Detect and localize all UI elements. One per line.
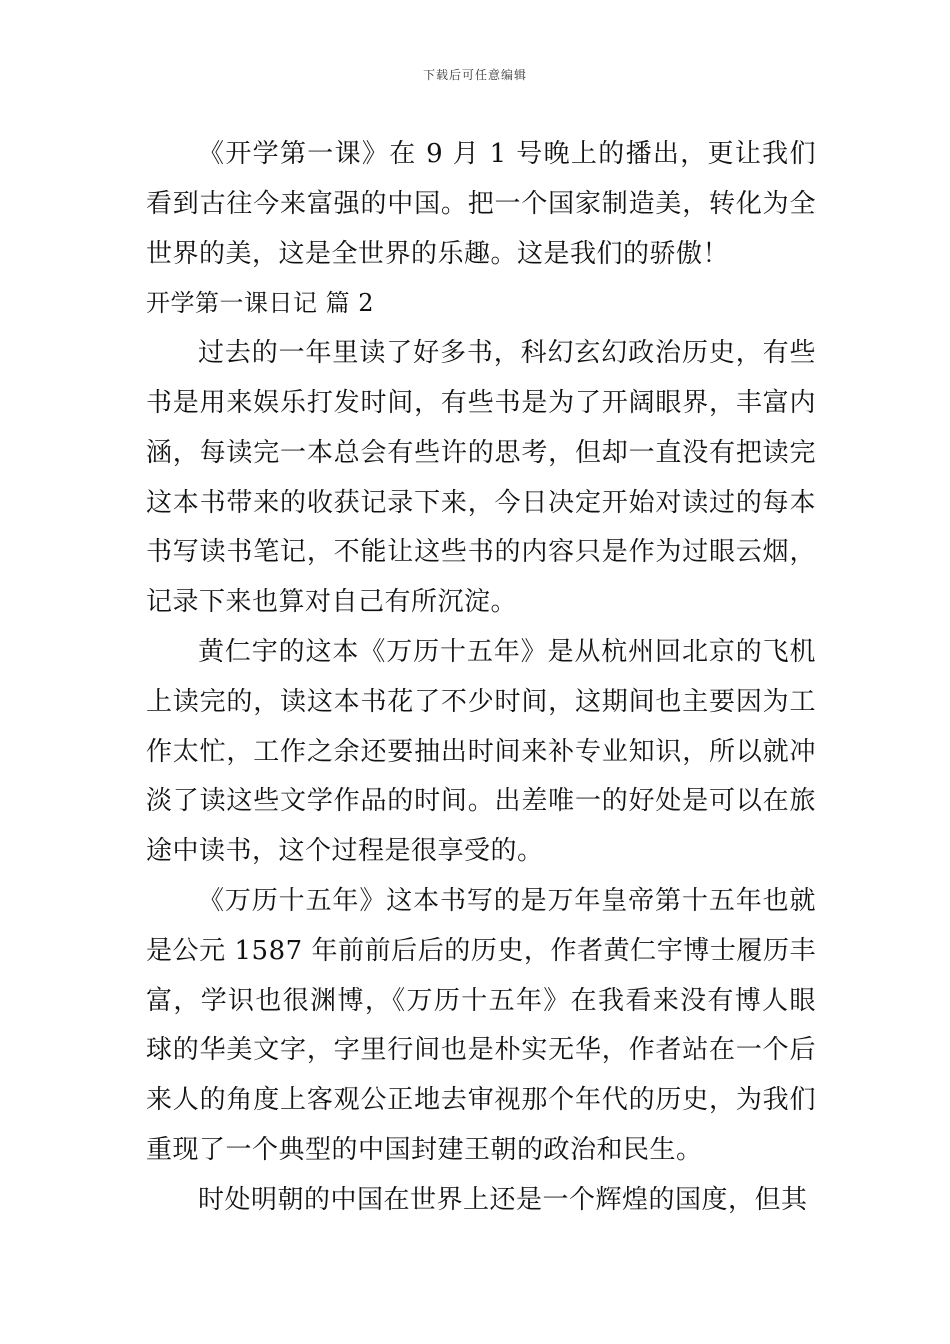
paragraph-2: 过去的一年里读了好多书，科幻玄幻政治历史，有些书是用来娱乐打发时间，有些书是为了开阔眼界，丰富内涵，每读完一本总会有些许的思考，但却一直没有把读完这本书带来的收获记录下来，今日决定开始对读过的每本书写读书笔记，不能让这些书的内容只是作为过眼云烟，记录下来也算对自己有所沉淀。 bbox=[146, 338, 816, 618]
document-body bbox=[146, 130, 816, 1226]
paragraph-5: 时处明朝的中国在世界上还是一个辉煌的国度，但其 bbox=[198, 1184, 808, 1215]
header-note: 下载后可任意编辑 bbox=[422, 68, 527, 82]
paragraph-4: 《万历十五年》这本书写的是万年皇帝第十五年也就是公元 1587 年前前后后的历史，作者黄仁宇博士履历丰富，学识也很渊博，《万历十五年》在我看来没有博人眼球的华美文字，字里行间也是朴实无华，作者站在一个后来人的角度上客观公正地去审视那个年代的历史，为我们重现了一个典型的中国封建王朝的政治和民生。 bbox=[146, 885, 816, 1165]
paragraph-3: 黄仁宇的这本《万历十五年》是从杭州回北京的飞机上读完的，读这本书花了不少时间，这期间也主要因为工作太忙，工作之余还要抽出时间来补专业知识，所以就冲淡了读这些文学作品的时间。出差唯一的好处是可以在旅途中读书，这个过程是很享受的。 bbox=[146, 636, 816, 867]
section-heading: 开学第一课日记 篇 2 bbox=[146, 289, 375, 318]
paragraph-1: 《开学第一课》在 9 月 1 号晚上的播出，更让我们看到古往今来富强的中国。把一个国家制造美，转化为全世界的美，这是全世界的乐趣。这是我们的骄傲！ bbox=[146, 139, 816, 269]
